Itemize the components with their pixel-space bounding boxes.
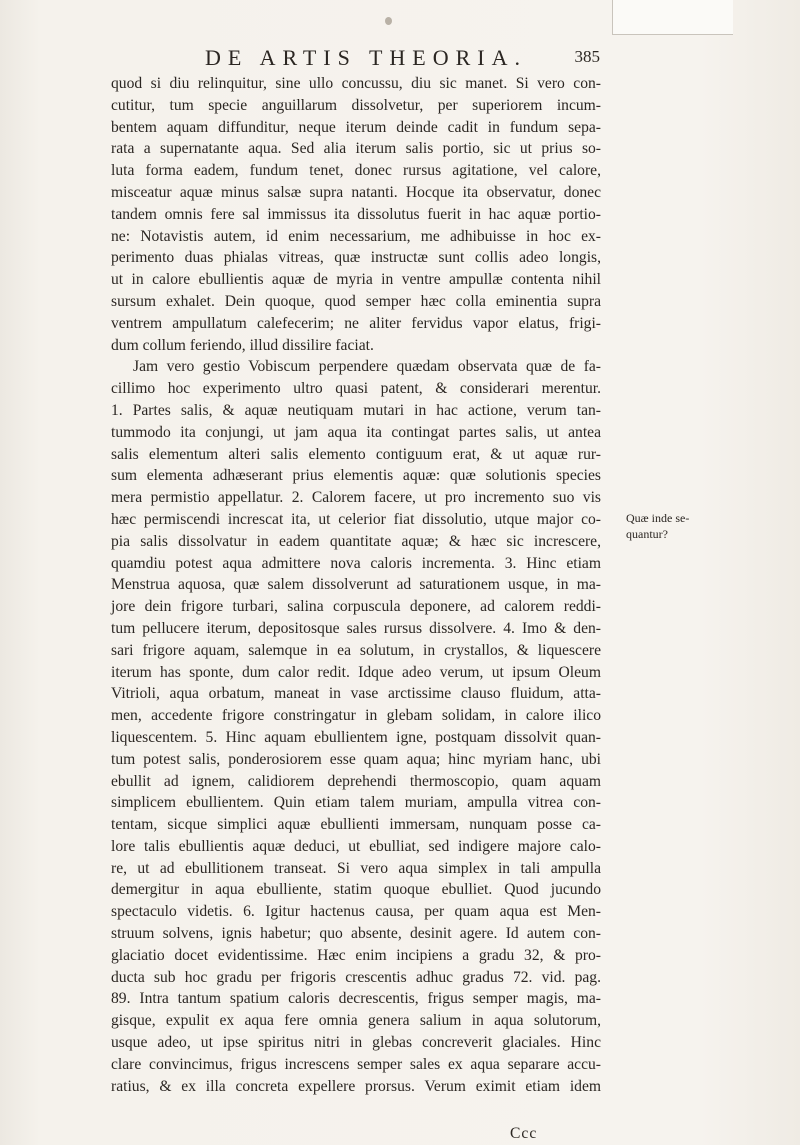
text-line: struum solvens, ignis habetur; quo absente, desinit agere. Id autem con- <box>111 925 601 943</box>
marginal-note-line: quantur? <box>626 527 668 541</box>
text-line: Vitrioli, aqua orbatum, maneat in vase arctissime clauso fluidum, atta- <box>111 685 601 703</box>
text-line: Jam vero gestio Vobiscum perpendere quædam observata quæ de fa- <box>133 358 601 376</box>
text-line: salis elementum alteri salis elemento contiguum erat, & ut aquæ rur- <box>111 445 601 463</box>
text-line: ut in calore ebullientis aquæ de myria in ventre ampullæ contenta nihil <box>111 271 601 289</box>
catchword: Ccc <box>510 1125 538 1142</box>
text-line: 1. Partes salis, & aquæ neutiquam mutari in hac actione, verum tan- <box>111 401 601 419</box>
text-line: ventrem ampullatum calefecerim; ne aliter fervidus vapor elatus, frigi- <box>111 314 601 332</box>
running-head <box>205 45 600 75</box>
text-line: tentam, sicque simplici aquæ ebullienti immersam, nunquam posse ca- <box>111 816 601 834</box>
text-line: re, ut ad ebullitionem transeat. Si vero aqua simplex in tali ampulla <box>111 859 601 877</box>
text-line: sum elementa adhæserant prius elementis aquæ: quæ solutionis species <box>111 467 601 485</box>
text-line: quamdiu potest aqua admittere nova caloris incrementa. 3. Hinc etiam <box>111 554 601 572</box>
text-line: pia salis dissolvatur in eadem quantitate aquæ; & hæc sic increscere, <box>111 532 601 550</box>
text-line: cutitur, tum specie anguillarum dissolvetur, per superiorem incum- <box>111 96 601 114</box>
text-line: bentem aquam diffunditur, neque iterum deinde cadit in fundum sepa- <box>111 118 601 136</box>
text-line: simplicem ebullientem. Quin etiam talem muriam, ampulla vitrea con- <box>111 794 601 812</box>
text-line: tummodo ita conjungi, ut jam aqua ita contingat partes salis, ut antea <box>111 423 601 441</box>
text-line: rata a supernatante aqua. Sed alia iterum salis portio, sic ut prius so- <box>111 140 601 158</box>
scan-corner-mark <box>612 0 733 35</box>
text-line: gisque, expulit ex aqua fere omnia genera salium in aqua solutorum, <box>111 1012 601 1030</box>
page-number: 385 <box>574 47 600 66</box>
text-line: spectaculo videtis. 6. Igitur hactenus causa, per quam aqua est Men- <box>111 903 601 921</box>
ink-spot <box>385 17 392 25</box>
text-line: tum pellucere iterum, depositosque sales rursus dissolvere. 4. Imo & den- <box>111 619 601 637</box>
text-line: jore dein frigore turbari, salina corpuscula deponere, ad calorem reddi- <box>111 598 601 616</box>
text-line: lore talis ebullientis aquæ deduci, ut ebulliat, sed indigere majore calo- <box>111 837 601 855</box>
text-line: ducta sub hoc gradu per frigoris crescentis adhuc gradus 72. vid. pag. <box>111 968 601 986</box>
text-line: 89. Intra tantum spatium caloris decrescentis, frigus semper magis, ma- <box>111 990 601 1008</box>
text-line: iterum has sponte, dum calor redit. Idque adeo verum, ut ipsum Oleum <box>111 663 601 681</box>
text-line: ne: Notavistis autem, id enim necessarium, me adhibuisse in hoc ex- <box>111 227 601 245</box>
text-line: glaciatio docet evidentissime. Hæc enim incipiens a gradu 32, & pro- <box>111 946 601 964</box>
text-line: ratius, & ex illa concreta expellere prorsus. Verum eximit etiam idem <box>111 1077 601 1095</box>
text-line: dum collum feriendo, illud dissilire faciat. <box>111 336 374 354</box>
text-line: ebullit ad ignem, calidiorem deprehendi thermoscopio, quam aquam <box>111 772 601 790</box>
text-line: clare convincimus, frigus increscens semper sales ex aqua separare accu- <box>111 1055 601 1073</box>
text-line: tandem omnis fere sal immissus ita dissolutus fuerit in hac aquæ portio- <box>111 205 601 223</box>
text-line: Menstrua aquosa, quæ salem dissolverunt ad saturationem usque, in ma- <box>111 576 601 594</box>
body-text <box>111 73 601 1097</box>
text-line: perimento duas phialas vitreas, quæ instructæ sunt collis adeo longis, <box>111 249 601 267</box>
running-title: DE ARTIS THEORIA. <box>205 45 527 70</box>
text-line: sari frigore aquam, salemque in ea solutum, in crystallos, & liquescere <box>111 641 601 659</box>
marginal-note <box>626 510 706 542</box>
text-line: sursum exhalet. Dein quoque, quod semper hæc colla eminentia supra <box>111 292 601 310</box>
text-line: liquescentem. 5. Hinc aquam ebullientem igne, postquam dissolvit quan- <box>111 728 601 746</box>
text-line: luta forma eadem, fundum tenet, donec rursus agitatione, vel calore, <box>111 162 601 180</box>
text-line: demergitur in aqua ebulliente, statim quoque ebulliet. Quod jucundo <box>111 881 601 899</box>
text-line: mera permistio appellatur. 2. Calorem facere, ut pro incremento suo vis <box>111 489 601 507</box>
text-line: usque adeo, ut ipse spiritus nitri in glebas concreverit glaciales. Hinc <box>111 1034 601 1052</box>
text-line: hæc permiscendi increscat ita, ut celerior fiat dissolutio, utque major co- <box>111 510 601 528</box>
text-line: tum potest salis, ponderosiorem esse quam aqua; hinc myriam hanc, ubi <box>111 750 601 768</box>
text-line: misceatur aquæ minus salsæ supra natanti. Hocque ita observatur, donec <box>111 183 601 201</box>
text-line: cillimo hoc experimento ultro quasi patent, & considerari merentur. <box>111 380 601 398</box>
text-line: quod si diu relinquitur, sine ullo concussu, diu sic manet. Si vero con- <box>111 75 601 92</box>
marginal-note-line: Quæ inde se- <box>626 511 690 525</box>
text-line: men, accedente frigore constringatur in glebam solidam, in calore ilico <box>111 707 601 725</box>
